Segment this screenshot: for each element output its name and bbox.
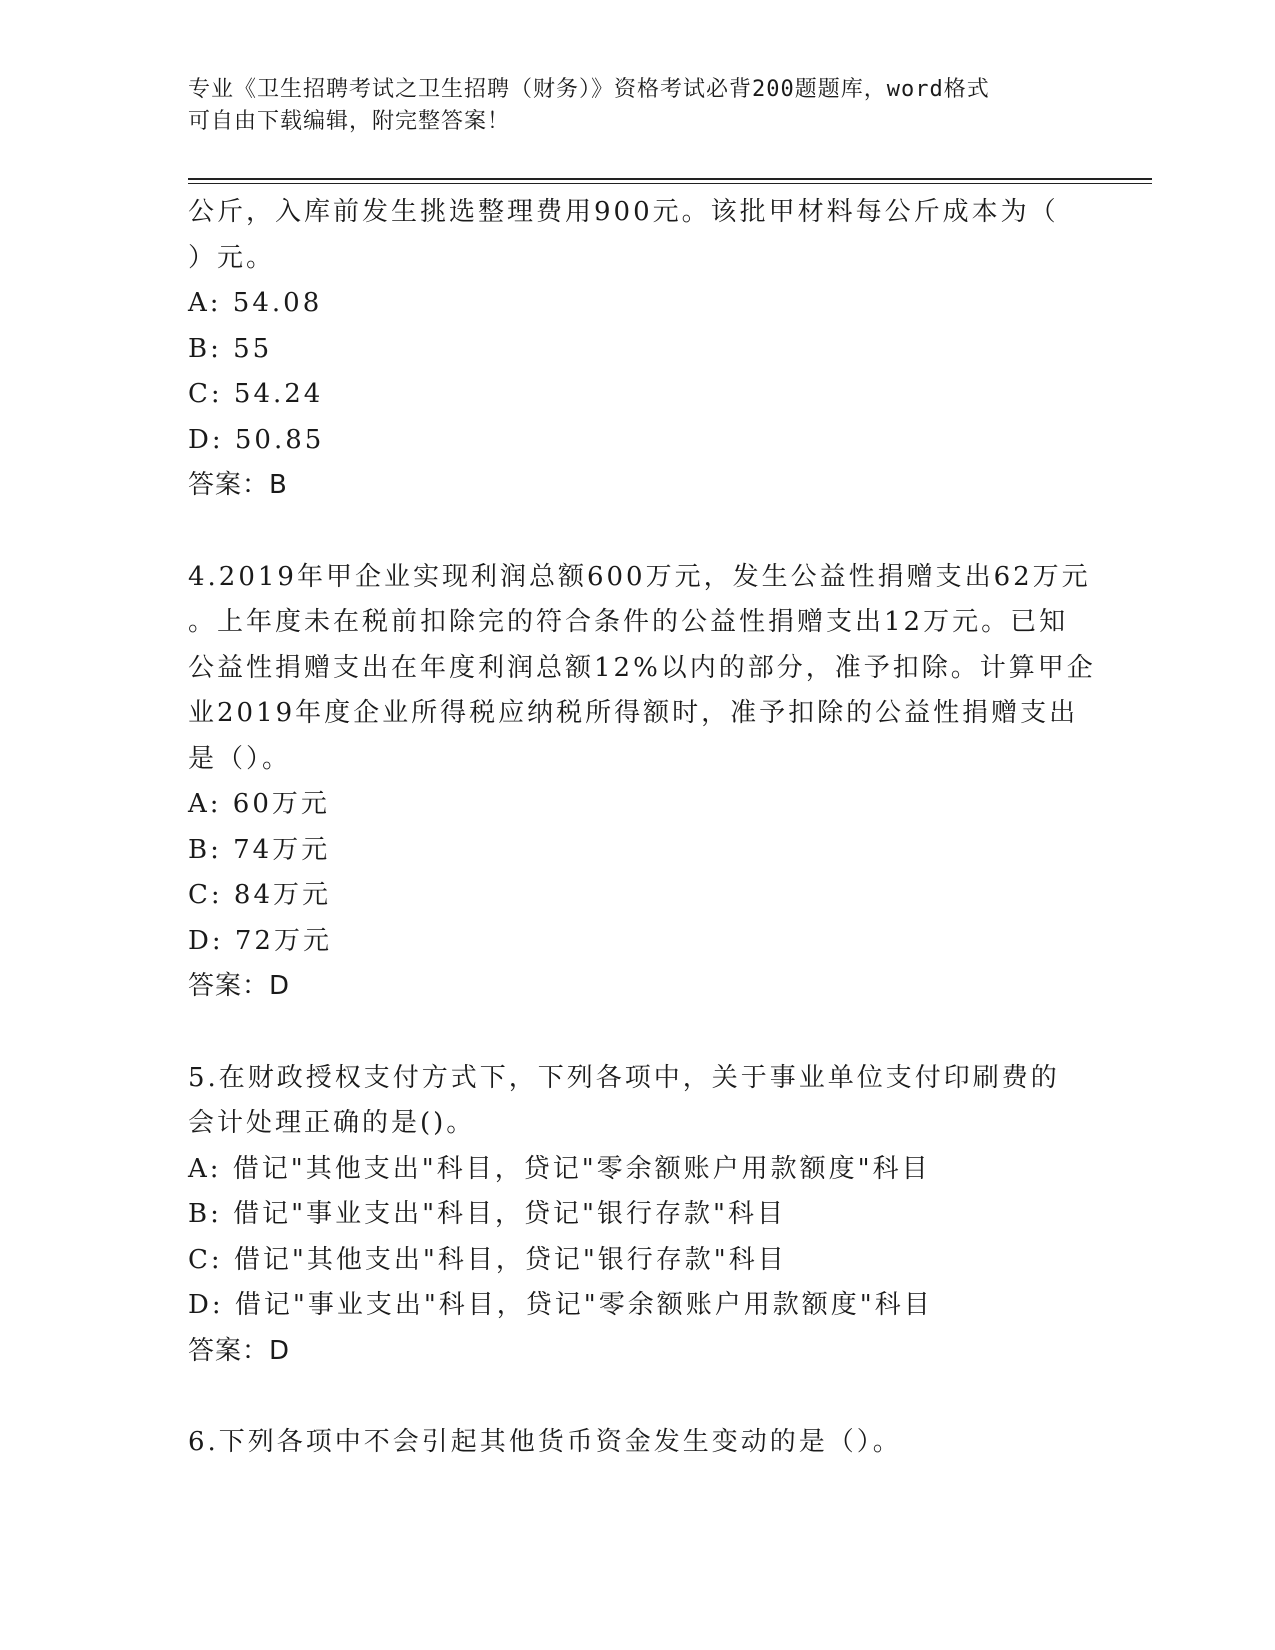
option-a: A: 60万元 <box>188 789 330 819</box>
option-a: A: 借记"其他支出"科目，贷记"零余额账户用款额度"科目 <box>188 1153 931 1184</box>
answer: 答案：D <box>188 1335 291 1366</box>
option-d: D: 50.85 <box>188 424 325 455</box>
option-b: B: 借记"事业支出"科目，贷记"银行存款"科目 <box>188 1199 786 1229</box>
option-b: B: 55 <box>188 333 273 364</box>
question-stem-line: 。上年度未在税前扣除完的符合条件的公益性捐赠支出12万元。已知 <box>188 607 1069 637</box>
header-line-1: 专业《卫生招聘考试之卫生招聘（财务）》资格考试必背200题题库，word格式 <box>188 77 990 102</box>
question-stem-line: ）元。 <box>188 242 276 273</box>
question-stem-line: 公斤，入库前发生挑选整理费用900元。该批甲材料每公斤成本为（ <box>188 197 1059 227</box>
question-stem-line: 业2019年度企业所得税应纳税所得额时，准予扣除的公益性捐赠支出 <box>188 698 1079 728</box>
question-6 <box>188 1420 1088 1466</box>
question-5 <box>188 1056 1088 1375</box>
question-stem-line: 会计处理正确的是()。 <box>188 1108 476 1138</box>
option-d: D: 72万元 <box>188 925 332 956</box>
question-stem-line: 4.2019年甲企业实现利润总额600万元，发生公益性捐赠支出62万元 <box>188 561 1091 592</box>
header-divider-thick <box>188 178 1152 180</box>
header-line-2: 可自由下载编辑，附完整答案！ <box>188 109 511 134</box>
document-header <box>188 74 1068 138</box>
option-d: D: 借记"事业支出"科目，贷记"零余额账户用款额度"科目 <box>188 1290 933 1320</box>
option-c: C: 84万元 <box>188 880 332 910</box>
question-stem-line: 5.在财政授权支付方式下，下列各项中，关于事业单位支付印刷费的 <box>188 1062 1060 1093</box>
option-c: C: 54.24 <box>188 379 324 409</box>
header-divider-thin <box>188 183 1152 184</box>
option-a: A: 54.08 <box>188 288 323 318</box>
answer: 答案：B <box>188 470 288 500</box>
question-stem-line: 是（）。 <box>188 743 292 774</box>
question-stem-line: 6.下列各项中不会引起其他货币资金发生变动的是（）。 <box>188 1427 902 1457</box>
option-c: C: 借记"其他支出"科目，贷记"银行存款"科目 <box>188 1244 787 1275</box>
question-stem-line: 公益性捐赠支出在年度利润总额12%以内的部分，准予扣除。计算甲企 <box>188 652 1096 683</box>
answer: 答案：D <box>188 971 291 1001</box>
question-4 <box>188 555 1096 1010</box>
option-b: B: 74万元 <box>188 834 331 865</box>
question-3 <box>188 190 1088 509</box>
question-list <box>188 190 1096 1466</box>
